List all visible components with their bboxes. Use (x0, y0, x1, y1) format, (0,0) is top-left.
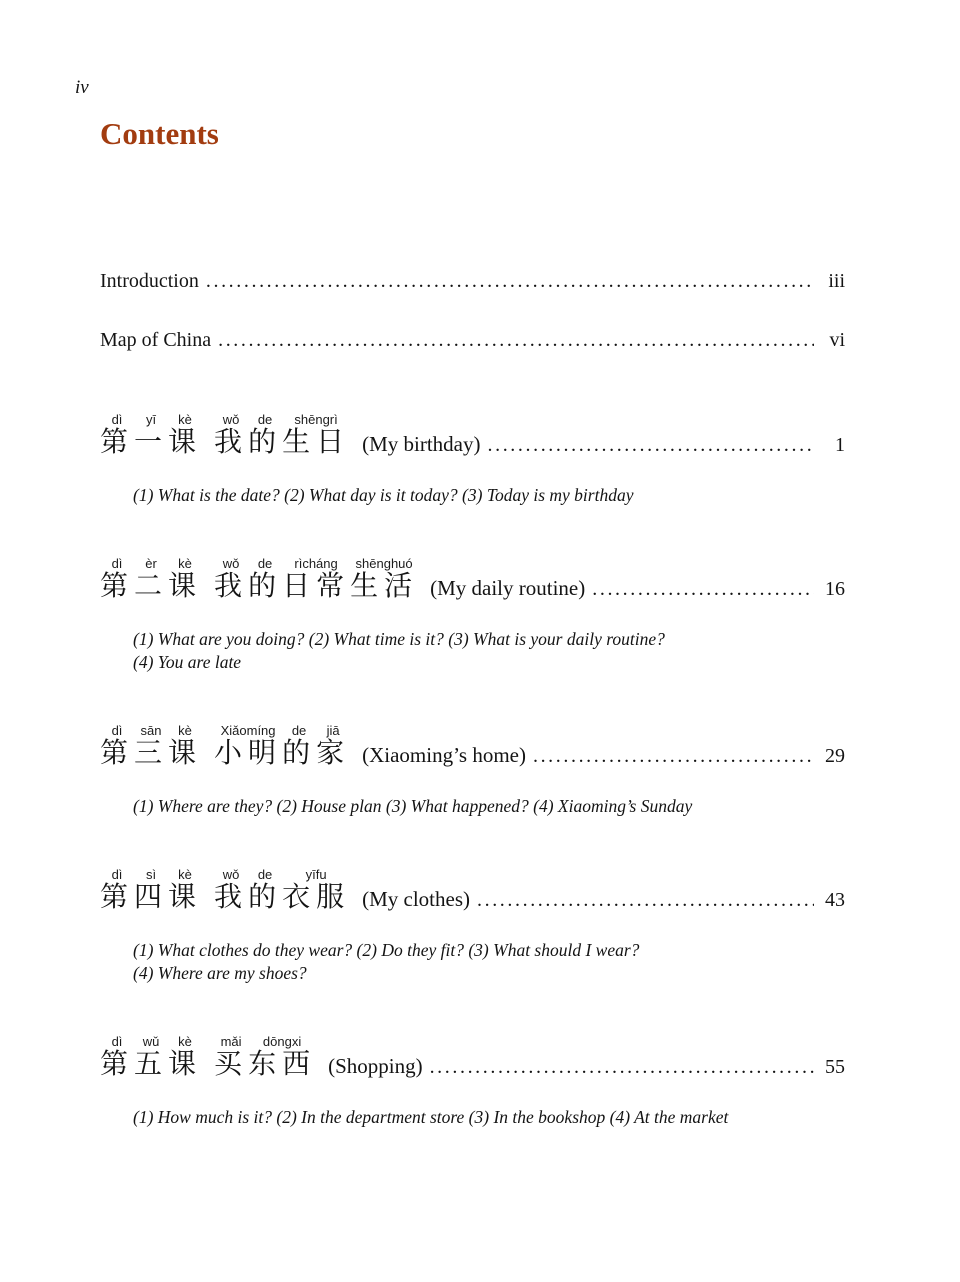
toc-entry-map-of-china[interactable] (100, 327, 845, 353)
subtitle-line: (4) Where are my shoes? (133, 963, 307, 984)
lesson-title-line[interactable] (100, 557, 845, 602)
subtitle-line: (1) What are you doing? (2) What time is it? (3) What is your daily routine? (133, 629, 665, 650)
subtitle-line: (1) What clothes do they wear? (2) Do they fit? (3) What should I wear? (133, 940, 640, 961)
lesson-subtitle (133, 628, 845, 674)
toc-entry-page: iii (828, 270, 845, 293)
lesson-subtitle (133, 1106, 845, 1129)
dot-leader (206, 268, 814, 294)
toc-entry-page: vi (829, 329, 845, 352)
lesson-subtitle (133, 939, 845, 985)
lesson-english-title: (My daily routine) (430, 576, 586, 601)
lesson-title-line[interactable] (100, 724, 845, 769)
lesson-english-title: (My clothes) (362, 887, 470, 912)
toc-entry-label: Map of China (100, 329, 212, 352)
lesson-hanzi-with-pinyin: 第dì二èr课kè我wǒ的de日常rìcháng生活shēnghuó (100, 556, 419, 603)
lesson-page-number: 29 (825, 745, 845, 768)
lesson-english-title: (My birthday) (362, 432, 481, 457)
toc-lesson-entry-5 (100, 1035, 845, 1129)
lesson-english-title: (Shopping) (328, 1054, 423, 1079)
subtitle-line: (1) What is the date? (2) What day is it today? (3) Today is my birthday (133, 485, 634, 506)
lesson-hanzi-with-pinyin: 第dì四sì课kè我wǒ的de衣服yīfu (100, 867, 351, 914)
lesson-subtitle (133, 795, 845, 818)
lesson-page-number: 43 (825, 889, 845, 912)
lesson-page-number: 16 (825, 578, 845, 601)
lesson-title-line[interactable] (100, 868, 845, 913)
dot-leader (430, 1054, 814, 1080)
toc-entry-label: Introduction (100, 270, 199, 293)
subtitle-line: (1) How much is it? (2) In the department store (3) In the bookshop (4) At the market (133, 1107, 729, 1128)
lesson-title-line[interactable] (100, 413, 845, 458)
lesson-title-line[interactable] (100, 1035, 845, 1080)
dot-leader (477, 887, 814, 913)
toc-lesson-entry-4 (100, 868, 845, 985)
page-title: Contents (100, 115, 219, 151)
toc-lesson-entry-1 (100, 413, 845, 507)
dot-leader (533, 743, 814, 769)
dot-leader (488, 432, 815, 458)
subtitle-line: (4) You are late (133, 652, 242, 673)
subtitle-line: (1) Where are they? (2) House plan (3) What happened? (4) Xiaoming’s Sunday (133, 796, 693, 817)
lesson-english-title: (Xiaoming’s home) (362, 743, 526, 768)
page-number-folio: iv (75, 77, 89, 98)
lesson-page-number: 55 (825, 1056, 845, 1079)
lesson-hanzi-with-pinyin: 第dì三sān课kè小明Xiǎomíng的de家jiā (100, 723, 351, 770)
lesson-subtitle (133, 484, 845, 507)
dot-leader (218, 327, 814, 353)
lesson-hanzi-with-pinyin: 第dì一yī课kè我wǒ的de生日shēngrì (100, 412, 351, 459)
toc-lesson-entry-2 (100, 557, 845, 674)
dot-leader (592, 576, 814, 602)
lesson-page-number: 1 (835, 434, 845, 457)
front-matter-list (100, 268, 845, 353)
lesson-hanzi-with-pinyin: 第dì五wǔ课kè买mǎi东西dōngxi (100, 1034, 317, 1081)
toc-entry-introduction[interactable] (100, 268, 845, 294)
toc-lesson-entry-3 (100, 724, 845, 818)
